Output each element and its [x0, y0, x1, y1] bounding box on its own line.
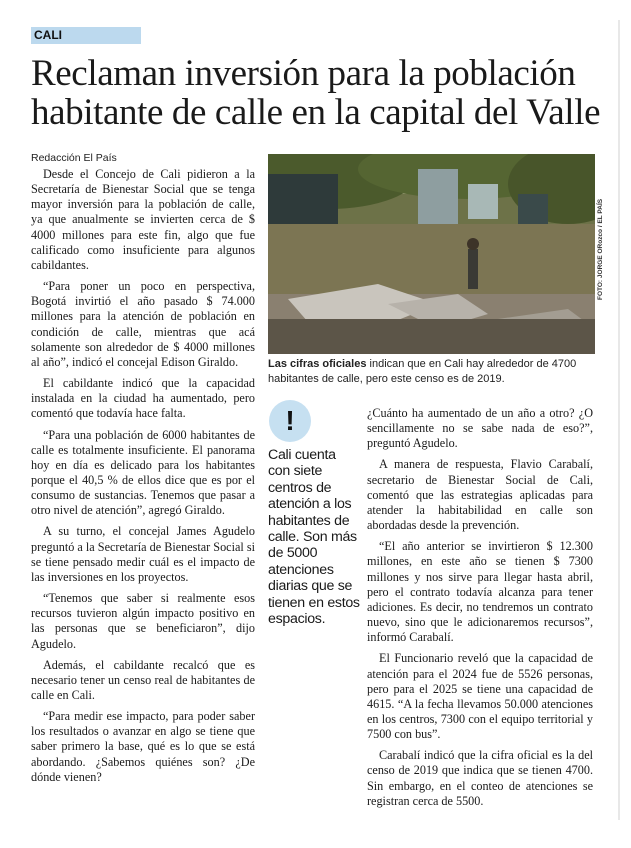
caption-lead: Las cifras oficiales — [268, 358, 367, 370]
paragraph: El Funcionario reveló que la capacidad de atención para el 2024 fue de 5526 personas, pero para el 2025 se tiene una capacidad de 4615. “A la fecha llevamos 50.000 atenciones en los centros, 7300 con el equipo territorial y 7500 con bus”. — [367, 651, 593, 742]
caption-text: indican que en Cali hay alrededor de 4700 habitantes de calle, pero este censo es de 2019. — [268, 358, 577, 385]
paragraph: ¿Cuánto ha aumentado de un año a otro? ¿O sencillamente no se sabe nada de eso?”, preguntó Agudelo. — [367, 406, 593, 451]
exclamation-glyph: ! — [285, 405, 295, 436]
exclamation-icon — [269, 400, 311, 442]
photo-credit: FOTO: JORGE ORozco / EL PAÍS — [597, 198, 604, 300]
article-column-left — [31, 167, 255, 791]
byline: Redacción El País — [31, 152, 117, 164]
paragraph: “Tenemos que saber si realmente esos recursos tuvieron algún impacto positivo en las personas que se beneficiaron”, dijo Agudelo. — [31, 591, 255, 651]
paragraph: “Para una población de 6000 habitantes de calle es totalmente insuficiente. El panorama hoy en día es delicado para los habitantes porque el 40,5 % de ellos dice que es por el consumo de sustancias. Tenemos que pasar a otro nivel de atención”, agregó Giraldo. — [31, 427, 255, 518]
news-photo — [268, 154, 595, 354]
sidebar-fact: Cali cuenta con siete centros de atención a los habitantes de calle. Son más de 5000 atenciones diarias que se tienen en estos espacios. — [268, 447, 360, 628]
article-column-right — [367, 406, 593, 815]
paragraph: A manera de respuesta, Flavio Carabalí, secretario de Bienestar Social de Cali, comentó que las estrategias aplicadas para atender la habitabilidad en calle son abordadas desde la prevención. — [367, 457, 593, 533]
paragraph: “Para poner un poco en perspectiva, Bogotá invirtió el año pasado $ 74.000 millones para la atención de población en condición de calle, mientras que acá solamente son alrededor de $ 4000 millones al año”, indicó el concejal Edison Giraldo. — [31, 279, 255, 369]
paragraph: El cabildante indicó que la capacidad instalada en la ciudad ha aumentado, pero comentó que todavía hace falta. — [31, 376, 255, 421]
paragraph: “El año anterior se invirtieron $ 12.300 millones, en este año se tienen $ 7300 millones y nos sirve para llegar hasta abril, pero el contrato todavía alcanza para tener adiciones. Es decir, no tendremos un contrato nuevo, sino que le adicionaremos recursos”, informó Carabalí. — [367, 539, 593, 645]
photo-caption — [268, 357, 595, 387]
section-tag: CALI — [31, 27, 141, 44]
paragraph: Carabalí indicó que la cifra oficial es la del censo de 2019 que indica que se tienen 4700. Sin embargo, en el conteo de atenciones se registran cerca de 5500. — [367, 748, 593, 808]
paragraph: “Para medir ese impacto, para poder saber los resultados o avanzar en algo se tiene que saber primero la base, qué es lo que se está abordando. ¿Sabemos quiénes son? ¿De dónde vienen? — [31, 709, 255, 784]
page-edge-rule — [618, 20, 620, 820]
paragraph: Además, el cabildante recalcó que es necesario tener un censo real de habitantes de calle en Cali. — [31, 657, 255, 702]
paragraph: A su turno, el concejal James Agudelo preguntó a la Secretaría de Bienestar Social si se tiene pensado medir cuál es el impacto de las inversiones en los proyectos. — [31, 524, 255, 584]
paragraph: Desde el Concejo de Cali pidieron a la Secretaría de Bienestar Social que se tenga mayor inversión para la población de calle, ya que anualmente se invierten cerca de $ 4000 millones para este fin, algo que fue calificado como insuficiente para algunos cabildantes. — [31, 167, 255, 272]
headline: Reclaman inversión para la población habitante de calle en la capital del Valle — [31, 53, 601, 133]
